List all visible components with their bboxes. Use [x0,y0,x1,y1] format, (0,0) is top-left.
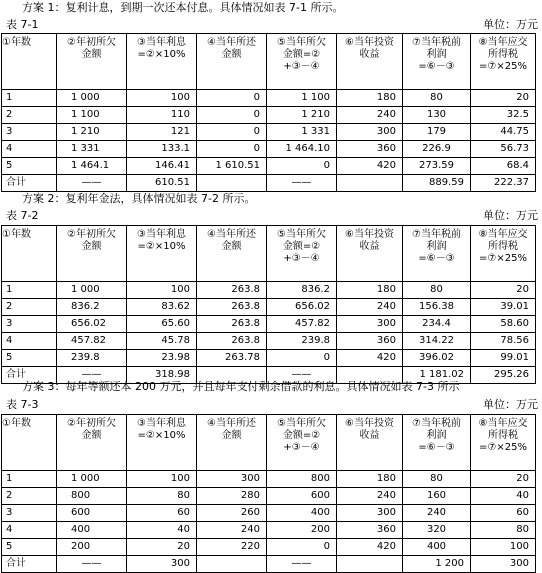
table-row [2,158,536,175]
table-row [2,316,536,333]
table-cell: 23.98 [127,350,197,367]
column-header [57,34,127,90]
table-1-unit: 单位：万元 [483,18,538,31]
table-cell: 610.51 [127,175,197,192]
table-cell: 656.02 [267,299,337,316]
column-header [267,226,337,282]
table-cell [197,175,267,192]
table-cell: 360 [337,333,403,350]
table-cell: 0 [267,539,337,556]
table-cell: 1 100 [267,90,337,107]
column-header-line: 所得税 [488,430,518,441]
table-cell: 3 [2,124,57,141]
table-row [2,282,536,299]
table-cell: 1 100 [57,107,127,124]
column-header-line: ⑦当年税前 [412,37,461,48]
table-cell: 200 [267,522,337,539]
column-header-line: 金额=② [282,49,321,60]
table-cell: 222.37 [471,175,536,192]
table-cell: 263.8 [197,282,267,299]
table-cell: 320 [403,522,471,539]
column-header [2,415,57,471]
table-cell: 239.8 [57,350,127,367]
column-header-line: ②年初所欠 [67,229,116,240]
column-header [403,415,471,471]
table-cell: 295.26 [471,367,536,384]
column-header [471,226,536,282]
column-header [2,34,57,90]
table-cell: 889.59 [403,175,471,192]
column-header-line: 金额=② [282,430,321,441]
column-header-line: ③当年利息 [137,229,186,240]
table-cell: 360 [337,522,403,539]
column-header-line: ⑥当年投资 [345,229,394,240]
table-cell: 300 [127,556,197,573]
table-cell: 80 [403,471,471,488]
column-header-line: 利润 [426,241,447,252]
table-cell: 240 [197,522,267,539]
column-header-line: =②×10% [137,241,186,252]
table-cell: 1 464.1 [57,158,127,175]
table-cell: 1 610.51 [197,158,267,175]
table-cell: 160 [403,488,471,505]
table-cell: 45.78 [127,333,197,350]
table-cell: 800 [57,488,127,505]
table-cell: 121 [127,124,197,141]
table-cell: —— [267,175,337,192]
table-cell: 0 [267,350,337,367]
plan-2-intro [0,191,542,206]
total-row [2,175,536,192]
table-cell: 110 [127,107,197,124]
table-cell: 4 [2,333,57,350]
column-header [2,226,57,282]
column-header-line: 所得税 [488,241,518,252]
column-header-line: ④当年所还 [207,418,256,429]
column-header-line: =⑥－③ [418,61,455,72]
table-cell: 44.75 [471,124,536,141]
column-header-line: 金额 [221,241,242,252]
table-3-caption: 表 7-3 [6,398,39,411]
table-cell: 300 [197,471,267,488]
table-cell: 1 [2,282,57,299]
table-cell [337,556,403,573]
table-2-unit: 单位：万元 [483,209,538,222]
table-1-caption-line [0,17,542,32]
table-cell: 5 [2,350,57,367]
table-cell: 5 [2,158,57,175]
table-cell: 260 [197,505,267,522]
column-header-line: 金额 [221,49,242,60]
table-7-1 [1,33,536,192]
column-header [403,34,471,90]
column-header-line: 金额 [221,430,242,441]
table-row [2,471,536,488]
table-cell: 4 [2,522,57,539]
table-cell: 合计 [2,367,57,384]
table-cell: 99.01 [471,350,536,367]
table-cell: 0 [197,90,267,107]
column-header-line: =⑦×25% [479,61,527,72]
table-row [2,522,536,539]
plan-3-intro-text: 方案 3：每年等额还本 200 万元，并且每年支付剩余借款的利息。具体情况如表 7-3 所示 [22,380,460,393]
table-cell: 234.4 [403,316,471,333]
column-header-line: ②年初所欠 [67,37,116,48]
table-7-3 [1,414,536,573]
column-header-line: 金额 [81,430,102,441]
column-header-line: ⑥当年投资 [345,37,394,48]
table-cell: 180 [337,282,403,299]
column-header [403,226,471,282]
table-header-row [2,415,536,471]
column-header [197,226,267,282]
table-cell: 58.60 [471,316,536,333]
table-row [2,488,536,505]
column-header [337,415,403,471]
table-cell: 1 464.10 [267,141,337,158]
column-header-line: ①年数 [2,418,31,429]
table-cell: 457.82 [57,333,127,350]
table-cell: 273.59 [403,158,471,175]
table-cell: 80 [127,488,197,505]
table-cell: 100 [127,90,197,107]
table-row [2,107,536,124]
table-cell: 314.22 [403,333,471,350]
table-header-row [2,34,536,90]
table-cell: 2 [2,107,57,124]
column-header-line: ①年数 [2,229,31,240]
column-header-line: ⑤当年所欠 [277,37,326,48]
column-header-line: 收益 [359,49,380,60]
table-cell: 133.1 [127,141,197,158]
table-cell: 60 [127,505,197,522]
table-cell: 836.2 [267,282,337,299]
table-cell: 56.73 [471,141,536,158]
table-cell: 300 [337,316,403,333]
column-header [127,34,197,90]
column-header [471,34,536,90]
table-cell: 180 [337,90,403,107]
table-cell: 2 [2,299,57,316]
table-cell: 1 [2,90,57,107]
table-cell: 78.56 [471,333,536,350]
column-header-line: ②年初所欠 [67,418,116,429]
table-cell: 1 000 [57,471,127,488]
table-cell: 60 [471,505,536,522]
table-cell: 20 [471,90,536,107]
table-cell: 360 [337,141,403,158]
column-header-line: 利润 [426,49,447,60]
total-row [2,556,536,573]
table-cell: 396.02 [403,350,471,367]
column-header-line: 金额 [81,49,102,60]
table-cell: —— [267,367,337,384]
table-cell: —— [267,556,337,573]
column-header-line: ⑤当年所欠 [277,229,326,240]
table-cell: 600 [267,488,337,505]
column-header-line: =⑦×25% [479,442,527,453]
table-row [2,333,536,350]
table-cell: 226.9 [403,141,471,158]
table-cell: 40 [471,488,536,505]
table-cell: 130 [403,107,471,124]
column-header-line: =②×10% [137,49,186,60]
column-header-line: 金额 [81,241,102,252]
table-2-caption: 表 7-2 [6,209,39,222]
table-cell: 65.60 [127,316,197,333]
table-cell: 800 [267,471,337,488]
column-header-line: +③－④ [283,61,320,72]
table-cell: 146.41 [127,158,197,175]
table-cell [337,175,403,192]
table-cell: 239.8 [267,333,337,350]
column-header [57,226,127,282]
table-cell: 32.5 [471,107,536,124]
table-cell: 300 [337,124,403,141]
column-header-line: +③－④ [283,253,320,264]
table-cell: 457.82 [267,316,337,333]
table-cell: 420 [337,158,403,175]
column-header-line: 利润 [426,430,447,441]
plan-2-intro-text: 方案 2：复利年金法，具体情况如表 7-2 所示。 [22,192,256,205]
table-cell: 600 [57,505,127,522]
table-cell: 200 [57,539,127,556]
table-cell: 39.01 [471,299,536,316]
table-cell: 合计 [2,175,57,192]
table-cell: 1 [2,471,57,488]
table-cell: 300 [337,505,403,522]
plan-1-intro [0,0,542,15]
table-cell: 1 000 [57,90,127,107]
table-cell: 836.2 [57,299,127,316]
column-header-line: =②×10% [137,430,186,441]
table-7-2 [1,225,536,384]
table-cell: 100 [127,471,197,488]
column-header-line: ⑧当年应交 [478,37,528,48]
table-cell: 400 [403,539,471,556]
table-cell: 400 [267,505,337,522]
table-cell: 280 [197,488,267,505]
table-row [2,124,536,141]
column-header [267,34,337,90]
table-cell [197,556,267,573]
table-cell: 1 181.02 [403,367,471,384]
table-cell: 2 [2,488,57,505]
table-cell: 400 [57,522,127,539]
column-header-line: ⑥当年投资 [345,418,394,429]
column-header-line: ⑤当年所欠 [277,418,326,429]
table-cell: 1 200 [403,556,471,573]
table-cell: 263.8 [197,316,267,333]
column-header-line: =⑥－③ [418,253,455,264]
column-header [57,415,127,471]
column-header-line: ⑧当年应交 [478,418,528,429]
table-cell: 263.78 [197,350,267,367]
table-cell: 240 [337,107,403,124]
table-cell: —— [57,556,127,573]
column-header [197,415,267,471]
table-cell: 40 [127,522,197,539]
table-cell: 240 [337,299,403,316]
table-cell: 20 [127,539,197,556]
table-cell: 263.8 [197,333,267,350]
table-cell: —— [57,367,127,384]
table-cell: —— [57,175,127,192]
column-header-line: ③当年利息 [137,418,186,429]
table-cell: 0 [197,107,267,124]
table-cell: 0 [197,124,267,141]
table-cell: 80 [471,522,536,539]
table-cell: 318.98 [127,367,197,384]
table-cell: 420 [337,350,403,367]
column-header-line: 收益 [359,241,380,252]
column-header [197,34,267,90]
table-3-caption-line [0,397,542,412]
table-cell: 5 [2,539,57,556]
table-cell: 80 [403,282,471,299]
table-header-row [2,226,536,282]
table-cell: 4 [2,141,57,158]
column-header [337,34,403,90]
plan-1-intro-text: 方案 1：复利计息，到期一次还本付息。具体情况如表 7-1 所示。 [22,1,344,14]
column-header-line: 收益 [359,430,380,441]
table-row [2,350,536,367]
table-cell: 220 [197,539,267,556]
table-cell: 83.62 [127,299,197,316]
column-header-line: ⑧当年应交 [478,229,528,240]
column-header-line: =⑥－③ [418,442,455,453]
table-cell: 263.8 [197,299,267,316]
column-header [471,415,536,471]
table-2-caption-line [0,208,542,223]
column-header-line: ⑦当年税前 [412,229,461,240]
table-cell: 240 [337,488,403,505]
table-row [2,90,536,107]
column-header-line: +③－④ [283,442,320,453]
column-header [267,415,337,471]
column-header-line: ④当年所还 [207,229,256,240]
table-row [2,141,536,158]
table-cell: 合计 [2,556,57,573]
column-header-line: =⑦×25% [479,253,527,264]
table-cell: 179 [403,124,471,141]
table-cell: 1 210 [57,124,127,141]
table-cell: 68.4 [471,158,536,175]
table-cell: 0 [197,141,267,158]
table-cell: 240 [403,505,471,522]
table-cell: 3 [2,316,57,333]
column-header [127,415,197,471]
table-cell: 156.38 [403,299,471,316]
table-row [2,539,536,556]
table-cell: 0 [267,158,337,175]
column-header-line: ⑦当年税前 [412,418,461,429]
table-cell: 100 [471,539,536,556]
table-row [2,299,536,316]
table-cell: 1 210 [267,107,337,124]
table-3-unit: 单位：万元 [483,398,538,411]
table-cell: 180 [337,471,403,488]
column-header-line: 金额=② [282,241,321,252]
table-cell: 420 [337,539,403,556]
table-cell: 3 [2,505,57,522]
table-cell: 100 [127,282,197,299]
table-cell: 1 000 [57,282,127,299]
table-cell: 300 [471,556,536,573]
table-cell: 1 331 [57,141,127,158]
table-cell: 80 [403,90,471,107]
table-1-caption: 表 7-1 [6,18,39,31]
column-header-line: ④当年所还 [207,37,256,48]
table-cell: 20 [471,282,536,299]
table-cell: 656.02 [57,316,127,333]
column-header [127,226,197,282]
column-header-line: ①年数 [2,37,31,48]
column-header-line: 所得税 [488,49,518,60]
plan-3-intro [0,379,542,394]
column-header-line: ③当年利息 [137,37,186,48]
table-cell: 20 [471,471,536,488]
column-header [337,226,403,282]
table-row [2,505,536,522]
table-cell: 1 331 [267,124,337,141]
